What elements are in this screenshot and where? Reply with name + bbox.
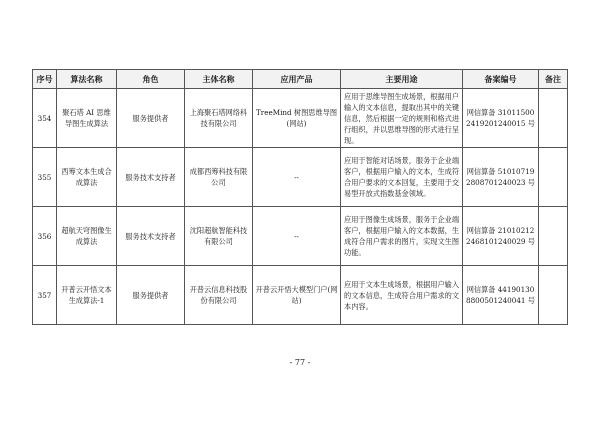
cell-product: --	[253, 148, 341, 207]
cell-record: 网信算备 441901308800501240041 号	[463, 266, 539, 325]
header-record: 备案编号	[463, 70, 539, 89]
cell-note	[539, 89, 568, 148]
header-product: 应用产品	[253, 70, 341, 89]
cell-record: 网信算备 210102122468101240029 号	[463, 207, 539, 266]
header-note: 备注	[539, 70, 568, 89]
cell-no: 356	[33, 207, 57, 266]
cell-algorithm: 聚石塔 AI 思维导图生成算法	[57, 89, 117, 148]
cell-record: 网信算备 310115002419201240015 号	[463, 89, 539, 148]
header-entity: 主体名称	[185, 70, 253, 89]
cell-entity: 开普云信息科技股份有限公司	[185, 266, 253, 325]
cell-purpose: 应用于智能对话场景，服务于企业端客户，根据用户输入的文本，生成符合用户要求的文本回复，主要用于交易型开放式指数基金领域。	[341, 148, 463, 207]
cell-no: 355	[33, 148, 57, 207]
algorithm-record-table	[32, 69, 568, 325]
table-row	[33, 89, 568, 148]
header-no: 序号	[33, 70, 57, 89]
cell-role: 服务提供者	[117, 89, 185, 148]
header-purpose: 主要用途	[341, 70, 463, 89]
cell-purpose: 应用于文本生成场景，根据用户输入的文本信息，生成符合用户需求的文本内容。	[341, 266, 463, 325]
cell-entity: 沈阳超航智能科技有限公司	[185, 207, 253, 266]
algorithm-record-table-container	[32, 69, 567, 325]
cell-note	[539, 207, 568, 266]
cell-purpose: 应用于图像生成场景，服务于企业端客户，根据用户输入的文本数据，生成符合用户需求的图片，实现文生图功能。	[341, 207, 463, 266]
cell-product: 开普云开悟大模型门户(网站)	[253, 266, 341, 325]
cell-purpose: 应用于思维导图生成场景，根据用户输入的文本信息，提取出其中的关键信息，然后根据一定的规则和格式进行组织，并以思维导图的形式进行呈现。	[341, 89, 463, 148]
table-row	[33, 266, 568, 325]
cell-role: 服务技术支持者	[117, 148, 185, 207]
page-number: - 77 -	[289, 358, 311, 367]
cell-note	[539, 266, 568, 325]
cell-entity: 上海聚石塔网络科技有限公司	[185, 89, 253, 148]
cell-algorithm: 西筹文本生成合成算法	[57, 148, 117, 207]
cell-product: --	[253, 207, 341, 266]
table-row	[33, 207, 568, 266]
cell-role: 服务技术支持者	[117, 207, 185, 266]
cell-note	[539, 148, 568, 207]
table-row	[33, 148, 568, 207]
cell-algorithm: 超航天穹图像生成算法	[57, 207, 117, 266]
table-header-row	[33, 70, 568, 89]
header-role: 角色	[117, 70, 185, 89]
cell-record: 网信算备 510107192808701240023 号	[463, 148, 539, 207]
cell-no: 357	[33, 266, 57, 325]
header-algorithm: 算法名称	[57, 70, 117, 89]
cell-role: 服务提供者	[117, 266, 185, 325]
cell-product: TreeMind 树图思维导图(网站)	[253, 89, 341, 148]
cell-algorithm: 开普云开悟文本生成算法-1	[57, 266, 117, 325]
cell-entity: 成都西筹科技有限公司	[185, 148, 253, 207]
cell-no: 354	[33, 89, 57, 148]
